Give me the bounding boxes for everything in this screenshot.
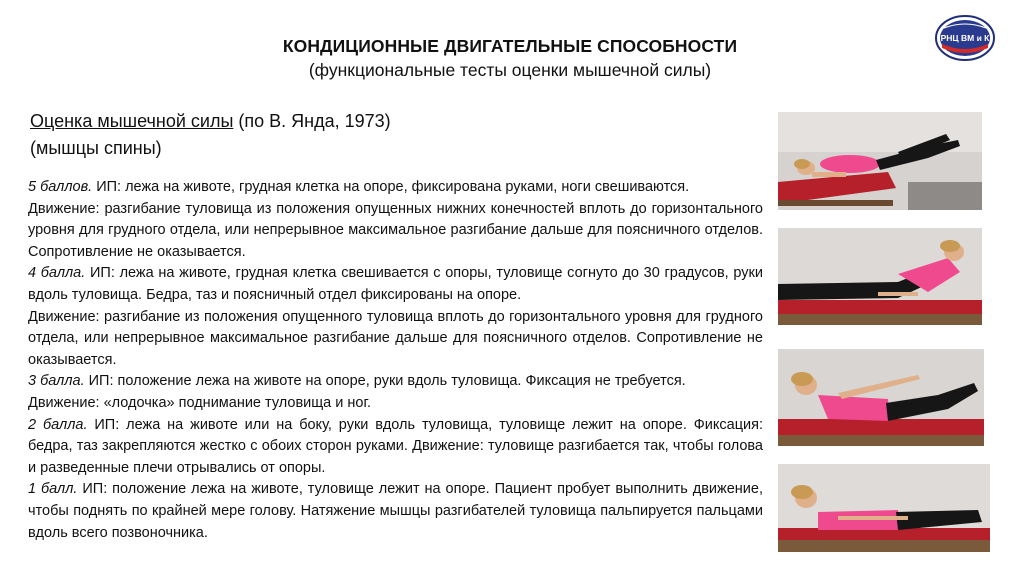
- section-heading-main: Оценка мышечной силы: [30, 111, 234, 131]
- grade-lead: 4 балла.: [28, 265, 86, 282]
- photo-grade-2-1: [778, 464, 990, 552]
- grade-lead: 2 балла.: [28, 416, 88, 433]
- photo-grade-5: [778, 112, 982, 210]
- organization-logo: [934, 14, 996, 62]
- section-heading-ref: (по В. Янда, 1973): [233, 111, 391, 131]
- paragraph: 2 балла. ИП: лежа на животе или на боку, руки вдоль туловища, туловище лежит на опоре. Фиксация: бедра, таз закрепляются жестко с обоих сторон руками. Движение: туловище разгибается так, чтобы голова и разведенные плечи отрывались от опоры.: [28, 416, 763, 476]
- grade-lead: 1 балл.: [28, 481, 78, 498]
- paragraph: Движение: разгибание из положения опущенного туловища вплоть до горизонтального уровня для грудного отдела, или непрерывное максимальное разгибание дальше для поясничного отделов. Сопротивление не оказывается.: [28, 308, 763, 368]
- test-description: [28, 177, 763, 544]
- paragraph: Движение: разгибание туловища из положения опущенных нижних конечностей вплоть до горизонтального уровня для грудного отдела, или непрерывное максимальное разгибание дальше для поясничного отделов. Сопротивление не оказывается.: [28, 200, 763, 260]
- section-subheading: (мышцы спины): [30, 138, 162, 158]
- page-subtitle: (функциональные тесты оценки мышечной силы): [308, 60, 712, 80]
- grade-lead: 5 баллов.: [28, 179, 93, 195]
- paragraph: Движение: «лодочка» поднимание туловища и ног.: [28, 394, 372, 411]
- grade-lead: 3 балла.: [28, 373, 85, 390]
- photo-grade-4: [778, 228, 982, 325]
- logo-emblem-icon: [934, 14, 996, 62]
- page-title: КОНДИЦИОННЫЕ ДВИГАТЕЛЬНЫЕ СПОСОБНОСТИ: [282, 36, 738, 56]
- paragraph: 1 балл. ИП: положение лежа на животе, туловище лежит на опоре. Пациент пробует выполнить движение, чтобы поднять по крайней мере голову. Натяжение мышцы разгибателей туловища пальпируется пальцами вдоль всего позвоночника.: [28, 481, 763, 541]
- paragraph: 5 баллов. ИП: лежа на животе, грудная клетка на опоре, фиксирована руками, ноги свешиваются.: [28, 179, 690, 195]
- section-heading: [30, 108, 590, 162]
- photo-grade-3: [778, 349, 984, 446]
- paragraph: 4 балла. ИП: лежа на животе, грудная клетка свешивается с опоры, туловище согнуто до 30 градусов, руки вдоль туловища. Бедра, таз и поясничный отдел фиксированы на опоре.: [28, 265, 763, 303]
- paragraph: 3 балла. ИП: положение лежа на животе на опоре, руки вдоль туловища. Фиксация не требуется.: [28, 373, 686, 390]
- logo-text: РНЦ ВМ и К: [940, 33, 990, 43]
